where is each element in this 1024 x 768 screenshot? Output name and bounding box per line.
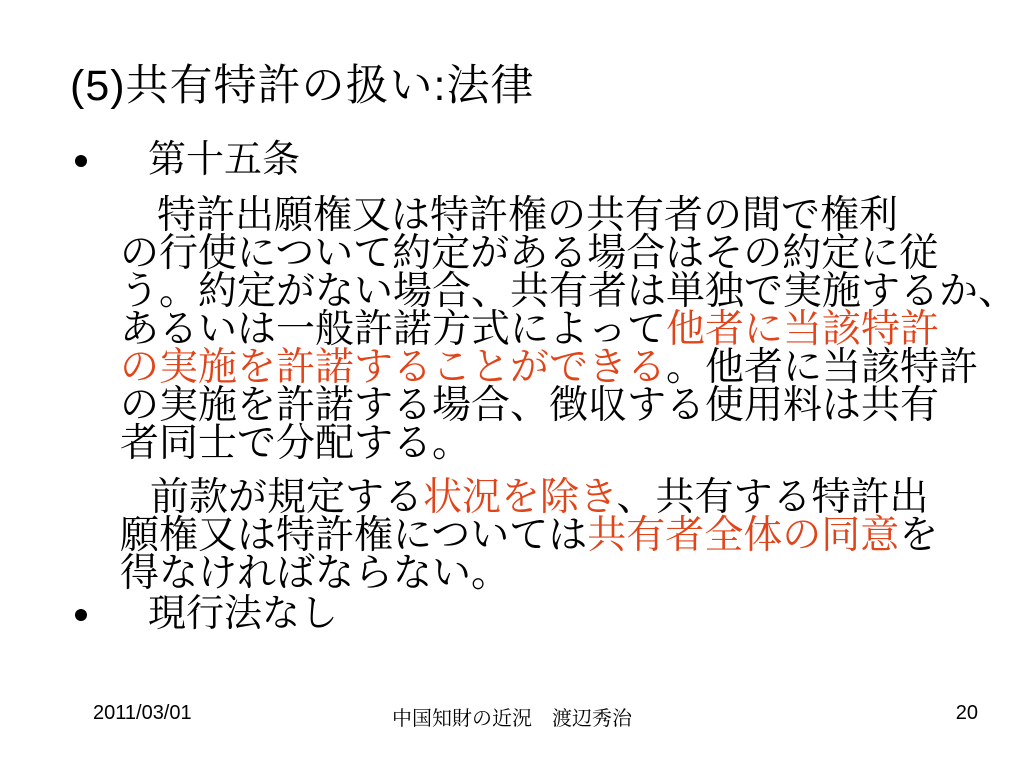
text-segment: 得なければならない。 [120, 552, 511, 595]
paragraph-line [120, 514, 1010, 557]
highlighted-text-segment: 状況を除き [423, 476, 617, 519]
bullet-item-article-15 [75, 140, 300, 180]
text-segment: 願権又は特許権については [120, 514, 588, 557]
paragraph-line [120, 308, 1010, 351]
bullet-label: 第十五条 [148, 139, 301, 181]
footer-page-number: 20 [955, 702, 978, 724]
paragraph-2 [120, 476, 1010, 595]
paragraph-line [120, 232, 1010, 275]
paragraph-line [120, 384, 1010, 427]
text-segment: う。約定がない場合、共有者は単独で実施するか、 [120, 270, 1018, 313]
bullet-label: 現行法なし [148, 593, 339, 635]
text-segment: 、共有する特許出 [616, 476, 929, 519]
bullet-item-current-law [75, 594, 338, 634]
highlighted-text-segment: の実施を許諾することができる [120, 346, 667, 389]
paragraph-line [120, 422, 1010, 465]
slide-title: (5)共有特許の扱い:法律 [70, 62, 535, 110]
text-segment: の実施を許諾する場合、徴収する使用料は共有 [120, 384, 940, 427]
text-segment: 前款が規定する [150, 476, 424, 519]
text-segment: 。他者に当該特許 [666, 346, 979, 389]
bullet-icon [75, 609, 87, 621]
paragraph-line [120, 476, 1010, 519]
highlighted-text-segment: 他者に当該特許 [666, 308, 940, 351]
text-segment: 特許出願権又は特許権の共有者の間で権利 [157, 194, 899, 237]
highlighted-text-segment: 共有者全体の同意 [587, 514, 900, 557]
paragraph-line [120, 194, 1010, 237]
paragraph-line [120, 552, 1010, 595]
text-segment: を [899, 514, 939, 557]
bullet-icon [75, 155, 87, 167]
slide-footer [0, 702, 1024, 732]
paragraph-line [120, 346, 1010, 389]
text-segment: の行使について約定がある場合はその約定に従 [120, 232, 939, 275]
text-segment: あるいは一般許諾方式によって [120, 308, 667, 351]
paragraph-line [120, 270, 1018, 313]
text-segment: 者同士で分配する。 [120, 422, 472, 465]
footer-date: 2011/03/01 [93, 702, 192, 724]
footer-deck-title: 中国知財の近況 渡辺秀治 [392, 708, 632, 730]
paragraph-1 [120, 194, 1018, 465]
